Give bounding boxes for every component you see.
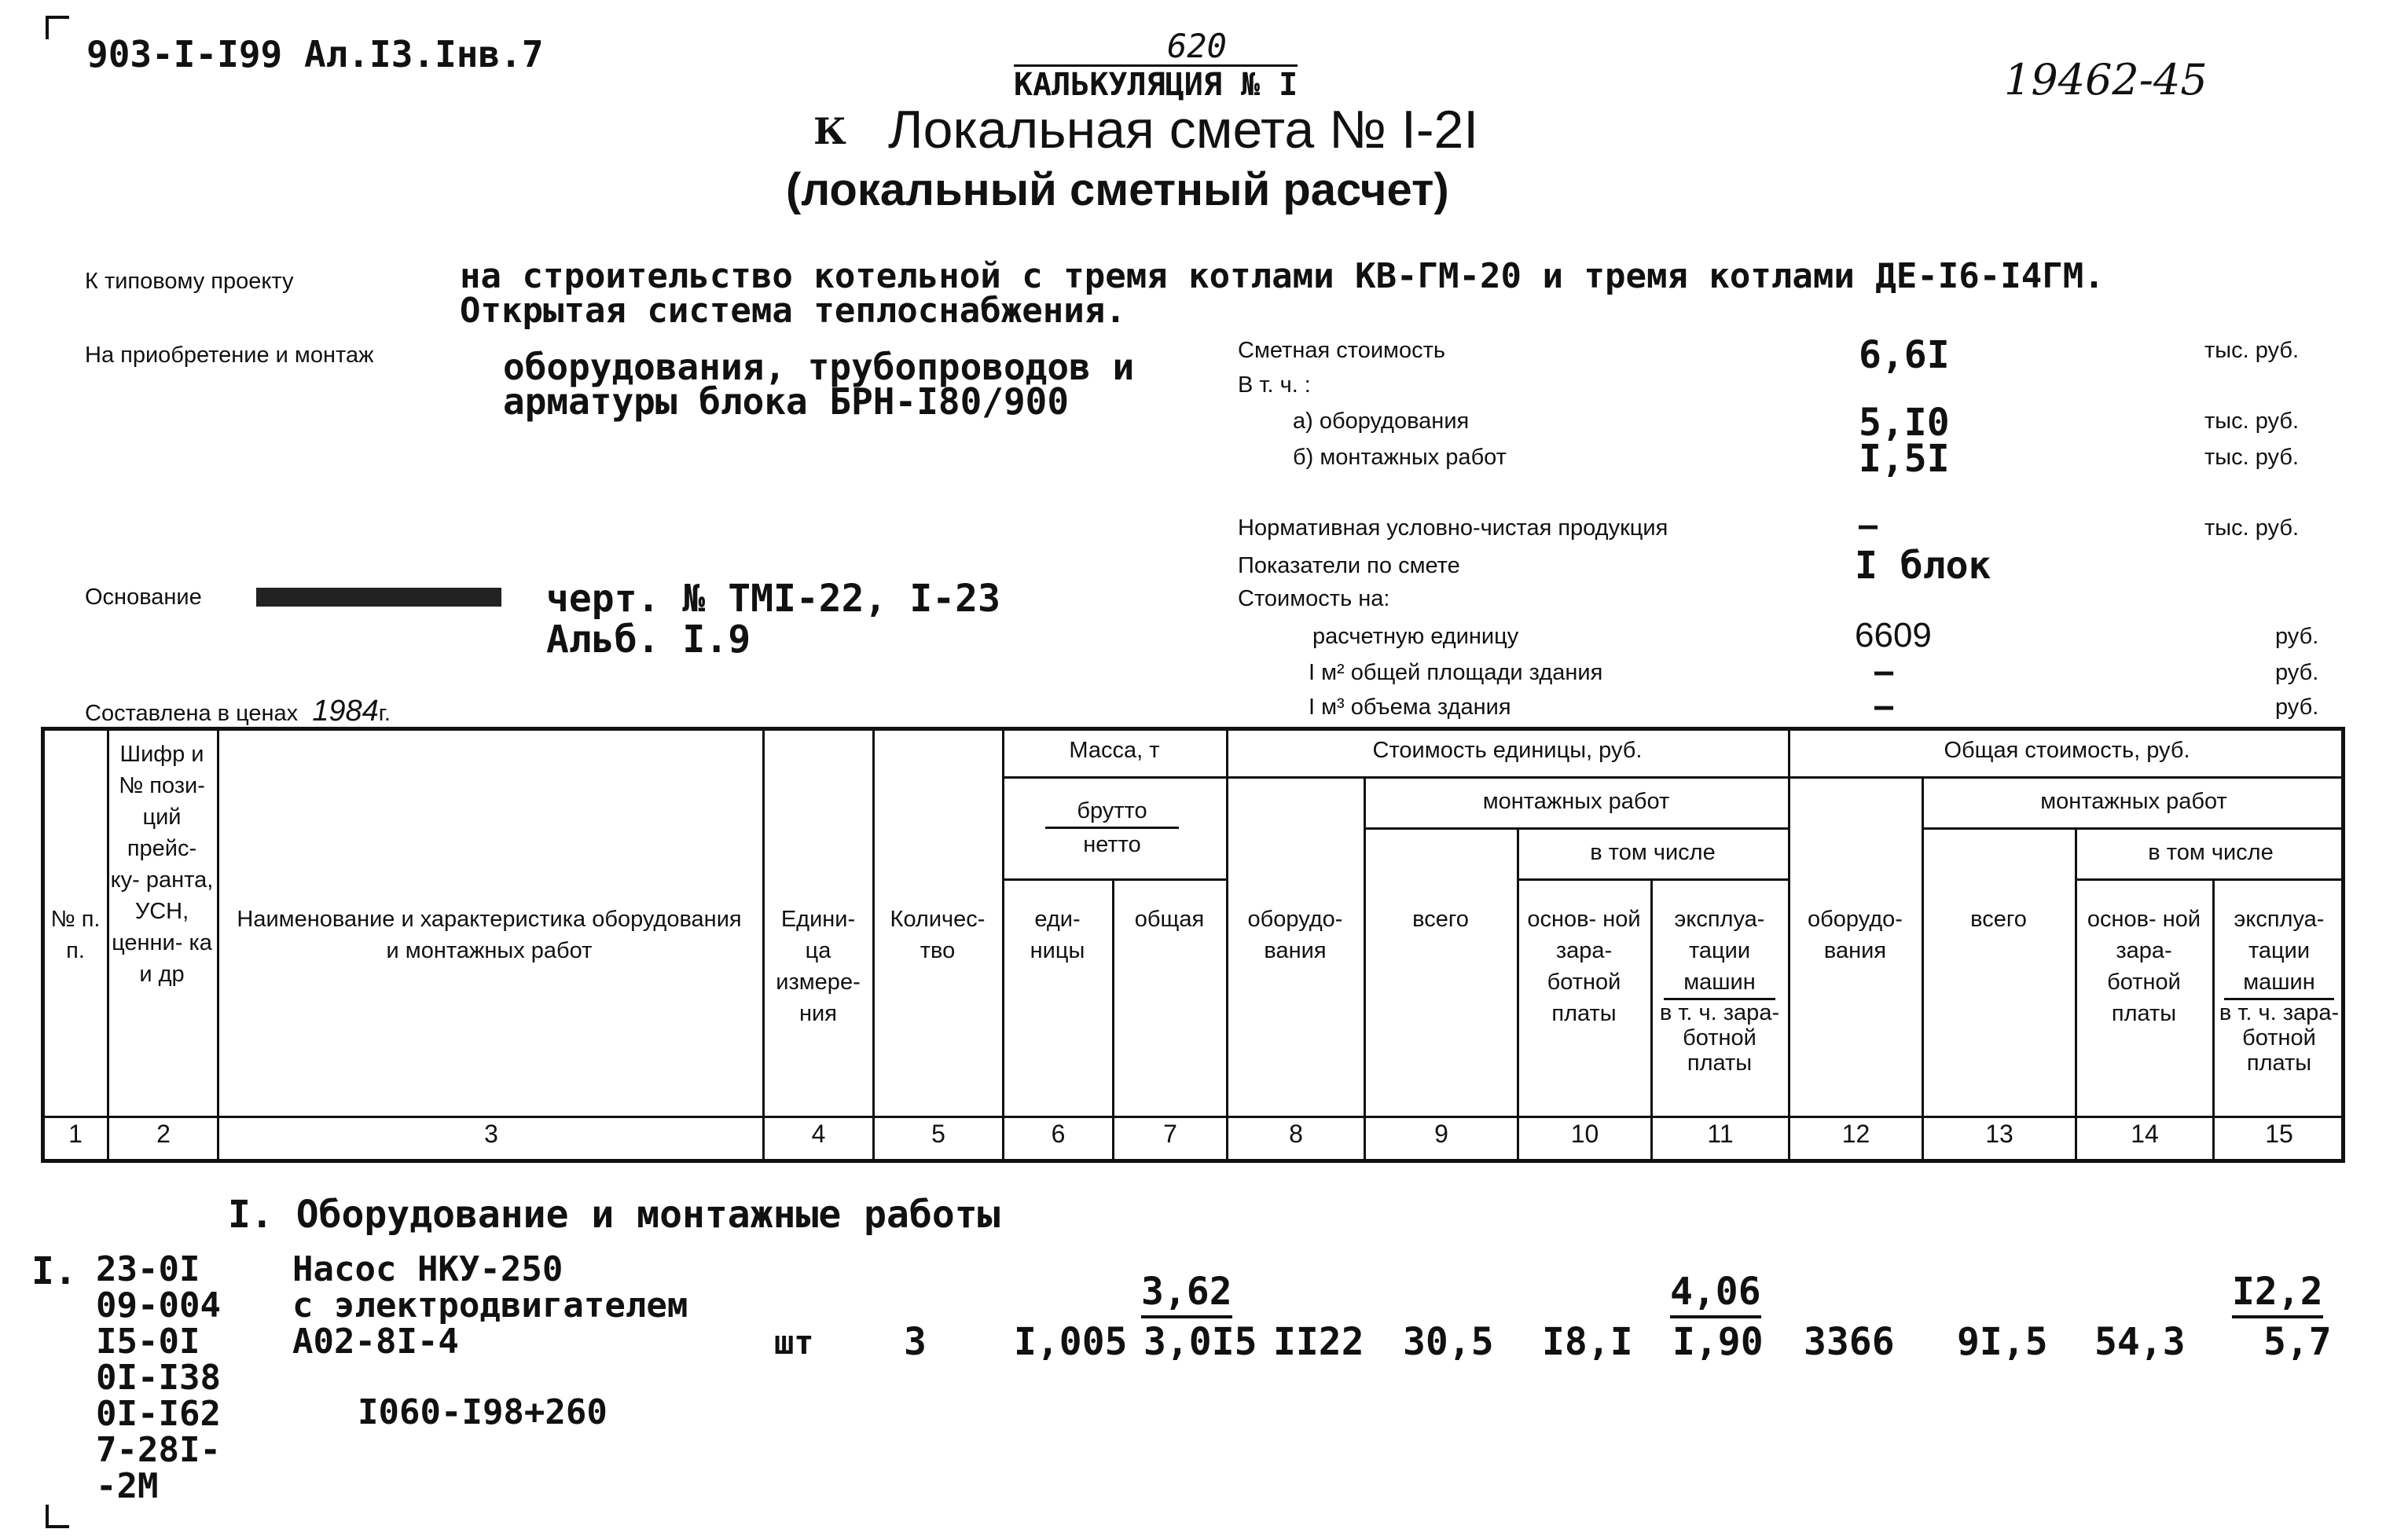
unit-of-measure: шт [774, 1323, 814, 1362]
purchase-label: На приобретение и монтаж [85, 343, 374, 368]
installation-cost-value: I,5I [1859, 437, 1950, 481]
col-header-machines-label: эксплуа- тации машин [1664, 904, 1775, 1000]
col-number: 3 [484, 1120, 498, 1148]
col-number: 6 [1051, 1120, 1066, 1148]
project-label: К типовому проекту [85, 269, 294, 294]
col-header-machines [1653, 904, 1786, 1076]
installation-cost-unit: тыс. руб. [2204, 445, 2300, 470]
col-header-machines-sub: в т. ч. зара- ботной платы [1659, 1000, 1780, 1076]
normative-label: Нормативная условно-чистая продукция [1238, 515, 1668, 541]
item-name-line: Насос НКУ-250 [292, 1249, 563, 1289]
col-number: 8 [1289, 1120, 1303, 1148]
equipment-unit-cost: II22 [1273, 1320, 1364, 1364]
normative-unit: тыс. руб. [2204, 515, 2300, 541]
col-header-equipment: оборудо- вания [1247, 907, 1343, 963]
machines-total-cost-top: I2,2 [2232, 1270, 2323, 1318]
col-header-all-total: всего [1970, 907, 2027, 932]
col-number: 1 [68, 1120, 83, 1148]
per-m3-value: – [1874, 688, 1894, 724]
col-number: 7 [1163, 1120, 1177, 1148]
basis-label: Основание [85, 585, 202, 610]
item-name-line: А02-8I-4 [292, 1322, 459, 1362]
col-header-code: Шифр и № пози- ций прейс- ку- ранта, УСН, ценни- ка и др [110, 742, 214, 987]
col-header-wage-total: основ- ной зара- ботной платы [2087, 907, 2201, 1026]
col-header-mass-unit: еди- ницы [1030, 907, 1085, 963]
col-number: 10 [1570, 1120, 1599, 1148]
col-header-incl: в том числе [1590, 840, 1716, 865]
row-code: 23-0I [96, 1249, 200, 1289]
document-subtitle: (локальный сметный расчет) [786, 164, 1449, 215]
installation-cost-label: б) монтажных работ [1293, 445, 1507, 470]
purchase-line-1: оборудования, трубопроводов и [503, 346, 1135, 388]
calculation-title: КАЛЬКУЛЯЦИЯ № I [1014, 64, 1298, 103]
compiled-suffix: г. [378, 701, 391, 726]
col-number: 13 [1985, 1120, 2013, 1148]
install-unit-cost: 30,5 [1403, 1320, 1494, 1364]
purchase-line-2: арматуры блока БРН-I80/900 [503, 380, 1070, 423]
col-number: 14 [2131, 1120, 2159, 1148]
estimated-cost-unit: тыс. руб. [2204, 338, 2300, 363]
mass-per-unit: I,005 [1014, 1320, 1128, 1364]
col-header-install-total: монтажных работ [2040, 789, 2227, 814]
incl-label: В т. ч. : [1238, 372, 1311, 398]
col-header-unit-cost: Стоимость единицы, руб. [1372, 738, 1643, 763]
cost-on-label: Стоимость на: [1238, 586, 1390, 611]
col-header-equipment-total: оборудо- вания [1808, 907, 1903, 963]
col-header-machines-total-sub: в т. ч. зара- ботной платы [2219, 1000, 2340, 1076]
indicators-value: I блок [1855, 544, 1991, 588]
row-code: I5-0I [96, 1322, 200, 1362]
row-number: I. [31, 1249, 77, 1293]
install-total-cost: 9I,5 [1957, 1320, 2048, 1364]
col-header-machines-total-label: эксплуа- тации машин [2224, 904, 2334, 1000]
col-header-qty: Количес- тво [890, 907, 986, 963]
col-header-machines-total [2215, 904, 2344, 1076]
item-name-line: с электродвигателем [292, 1285, 688, 1326]
section-title: I. Оборудование и монтажные работы [228, 1193, 1000, 1237]
equipment-cost-label: а) оборудования [1293, 409, 1470, 434]
col-header-install: монтажных работ [1482, 789, 1670, 814]
document-code: 903-I-I99 Ал.I3.Iнв.7 [86, 33, 544, 75]
estimated-cost-value: 6,6I [1859, 333, 1950, 377]
per-m2-unit: руб. [2275, 660, 2319, 685]
row-code: 09-004 [96, 1285, 221, 1326]
col-header-mass-total: общая [1134, 907, 1205, 932]
col-header-gross: брутто [1045, 795, 1179, 829]
col-header-unit: Едини- ца измере- ния [776, 907, 861, 1026]
project-line-1: на строительство котельной с тремя котлами КВ-ГМ-20 и тремя котлами ДЕ-I6-I4ГМ. [460, 256, 2105, 296]
basis-line-2: Альб. I.9 [546, 618, 751, 662]
col-number: 4 [811, 1120, 826, 1148]
price-formula: I060-I98+260 [358, 1392, 608, 1432]
wage-total-cost: 54,3 [2094, 1320, 2186, 1364]
per-m2-label: I м² общей площади здания [1309, 660, 1603, 685]
per-m3-label: I м³ объема здания [1309, 695, 1511, 720]
col-number: 2 [156, 1120, 171, 1148]
col-header-wage: основ- ной зара- ботной платы [1527, 907, 1641, 1026]
k-letter: К [813, 110, 846, 152]
basis-strike [256, 588, 501, 607]
wage-unit-cost: I8,I [1542, 1320, 1633, 1364]
document-title: Локальная смета № I-2I [888, 100, 1479, 160]
col-header-mass: Масса, т [1069, 738, 1160, 763]
basis-line-1: черт. № ТМI-22, I-23 [546, 577, 1000, 621]
equipment-total-cost: 3366 [1804, 1320, 1895, 1364]
col-number: 5 [931, 1120, 945, 1148]
per-unit-label: расчетную единицу [1312, 624, 1519, 649]
corner-mark-bottom-left [46, 1505, 69, 1528]
row-code: 7-28I- [96, 1430, 221, 1470]
per-m3-unit: руб. [2275, 695, 2319, 720]
row-code: 0I-I38 [96, 1358, 221, 1398]
indicators-label: Показатели по смете [1238, 553, 1460, 578]
quantity: 3 [904, 1320, 927, 1364]
equipment-cost-unit: тыс. руб. [2204, 409, 2300, 434]
col-header-name: Наименование и характеристика оборудования и монтажных работ [237, 907, 742, 963]
col-number: 15 [2265, 1120, 2293, 1148]
col-number: 11 [1707, 1120, 1734, 1148]
stamp-number: 19462-45 [2004, 55, 2208, 104]
col-header-num: № п. п. [50, 907, 101, 963]
row-code: 0I-I62 [96, 1394, 221, 1434]
page-number: 620 [1167, 27, 1227, 65]
col-number: 12 [1841, 1120, 1870, 1148]
col-number: 9 [1434, 1120, 1448, 1148]
compiled-label [85, 695, 391, 728]
estimated-cost-label: Сметная стоимость [1238, 338, 1445, 363]
mass-total-gross: 3,62 [1141, 1270, 1232, 1318]
per-m2-value: – [1874, 654, 1894, 690]
machines-unit-cost: I,90 [1672, 1320, 1764, 1364]
compiled-text: Составлена в ценах [85, 701, 299, 726]
col-header-total-cost: Общая стоимость, руб. [1944, 738, 2190, 763]
corner-mark-top-left [46, 16, 69, 39]
compiled-year: 1984 [312, 695, 379, 728]
project-line-2: Открытая система теплоснабжения. [460, 291, 1126, 331]
machines-total-cost: 5,7 [2263, 1320, 2332, 1364]
col-header-all: всего [1412, 907, 1469, 932]
machines-unit-cost-top: 4,06 [1670, 1270, 1761, 1318]
col-header-incl-total: в том числе [2148, 840, 2274, 865]
equipment-cost-value: 5,I0 [1859, 401, 1950, 445]
mass-total-net: 3,0I5 [1143, 1320, 1257, 1364]
per-unit-unit: руб. [2275, 624, 2319, 649]
normative-value: – [1859, 508, 1878, 544]
row-code: -2М [96, 1466, 159, 1506]
per-unit-value: 6609 [1855, 616, 1932, 654]
col-header-net: нетто [1083, 832, 1141, 857]
